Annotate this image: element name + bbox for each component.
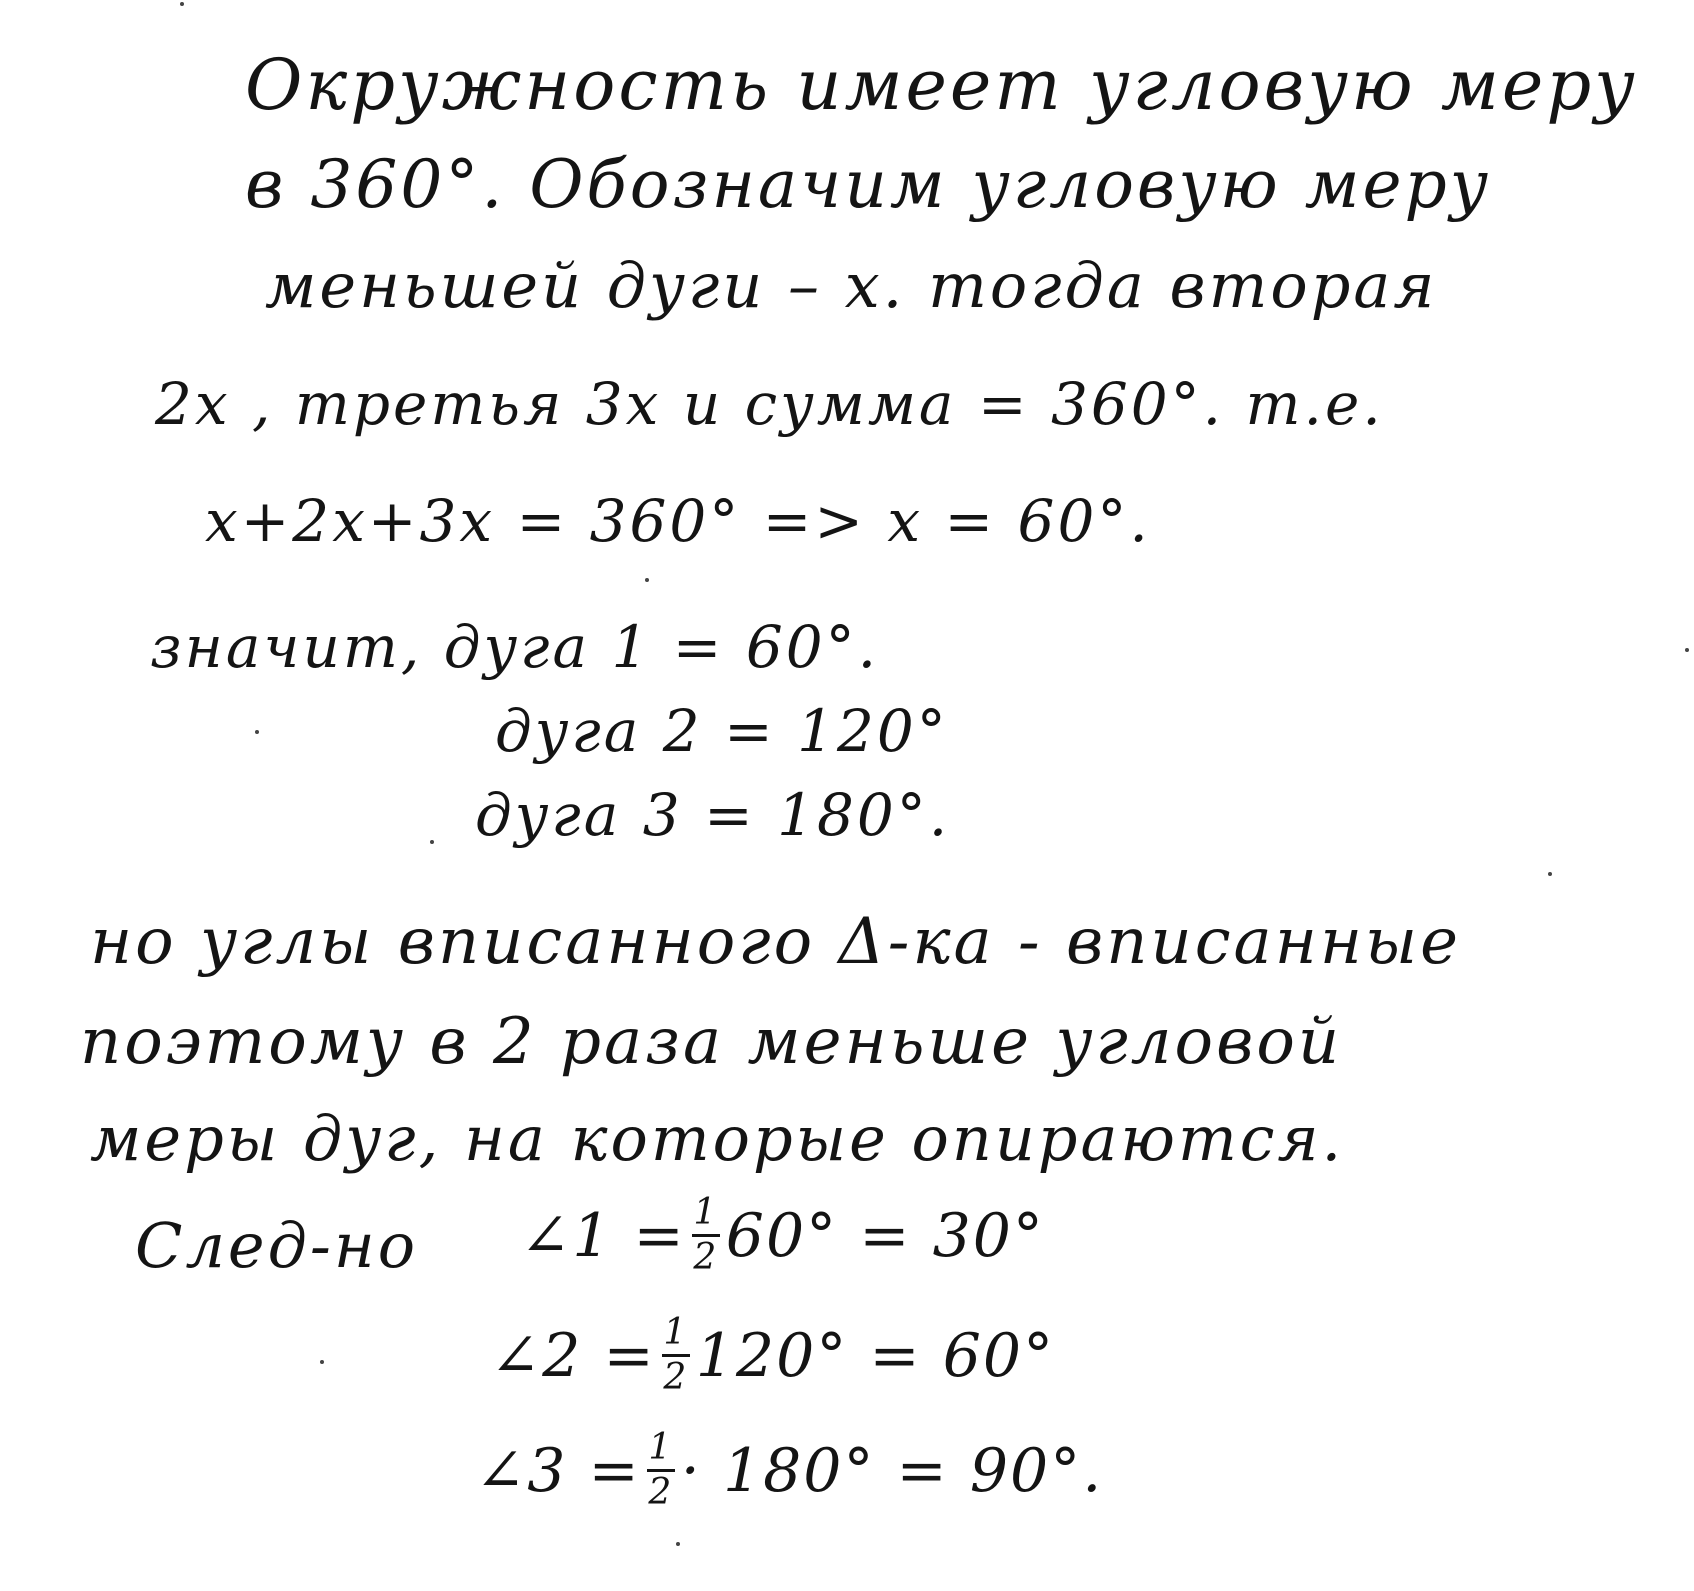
fraction-numerator: 1	[693, 1192, 719, 1233]
scan-speck	[320, 1360, 324, 1364]
scan-speck	[430, 840, 434, 844]
arc-1-line: значит, дуга 1 = 60°.	[150, 613, 880, 681]
text-line-1: Окружность имеет угловую меру	[245, 44, 1638, 126]
arc-3-line: дуга 3 = 180°.	[475, 781, 951, 849]
fraction-denominator: 2	[648, 1472, 674, 1513]
text-line-10: поэтому в 2 раза меньше угловой	[80, 1005, 1343, 1079]
scan-speck	[180, 2, 184, 6]
fraction-one-half	[662, 1312, 690, 1398]
text-line-2: в 360°. Обозначим угловую меру	[245, 146, 1492, 223]
fraction-denominator: 2	[663, 1357, 689, 1398]
angle-2-equation	[490, 1312, 1056, 1398]
fraction-one-half	[692, 1192, 720, 1278]
angle-3-left: ∠3 =	[475, 1435, 641, 1506]
angle-1-left: ∠1 =	[520, 1200, 686, 1271]
angle-1-equation	[520, 1192, 1045, 1278]
angle-2-left: ∠2 =	[490, 1320, 656, 1391]
angle-2-right: 120° = 60°	[695, 1320, 1056, 1391]
fraction-denominator: 2	[693, 1237, 719, 1278]
arc-2-line: дуга 2 = 120°	[495, 697, 949, 765]
fraction-numerator: 1	[648, 1427, 674, 1468]
fraction-numerator: 1	[663, 1312, 689, 1353]
equation-sum: x+2x+3x = 360° => x = 60°.	[205, 487, 1151, 555]
angle-3-equation	[475, 1427, 1104, 1513]
text-line-9: но углы вписанного Δ-ка - вписанные	[90, 905, 1461, 979]
consequently-label: След-но	[135, 1209, 419, 1282]
scan-speck	[1548, 872, 1552, 876]
fraction-one-half	[647, 1427, 675, 1513]
scan-speck	[645, 578, 649, 582]
text-line-4: 2x , третья 3x и сумма = 360°. т.е.	[155, 370, 1384, 438]
scan-speck	[676, 1542, 680, 1546]
scan-speck	[255, 730, 259, 734]
text-line-11: меры дуг, на которые опираются.	[90, 1102, 1345, 1175]
text-line-3: меньшей дуги – x. тогда вторая	[265, 249, 1438, 322]
angle-1-right: 60° = 30°	[725, 1200, 1045, 1271]
angle-3-right: · 180° = 90°.	[680, 1435, 1104, 1506]
scan-speck	[1685, 648, 1689, 652]
